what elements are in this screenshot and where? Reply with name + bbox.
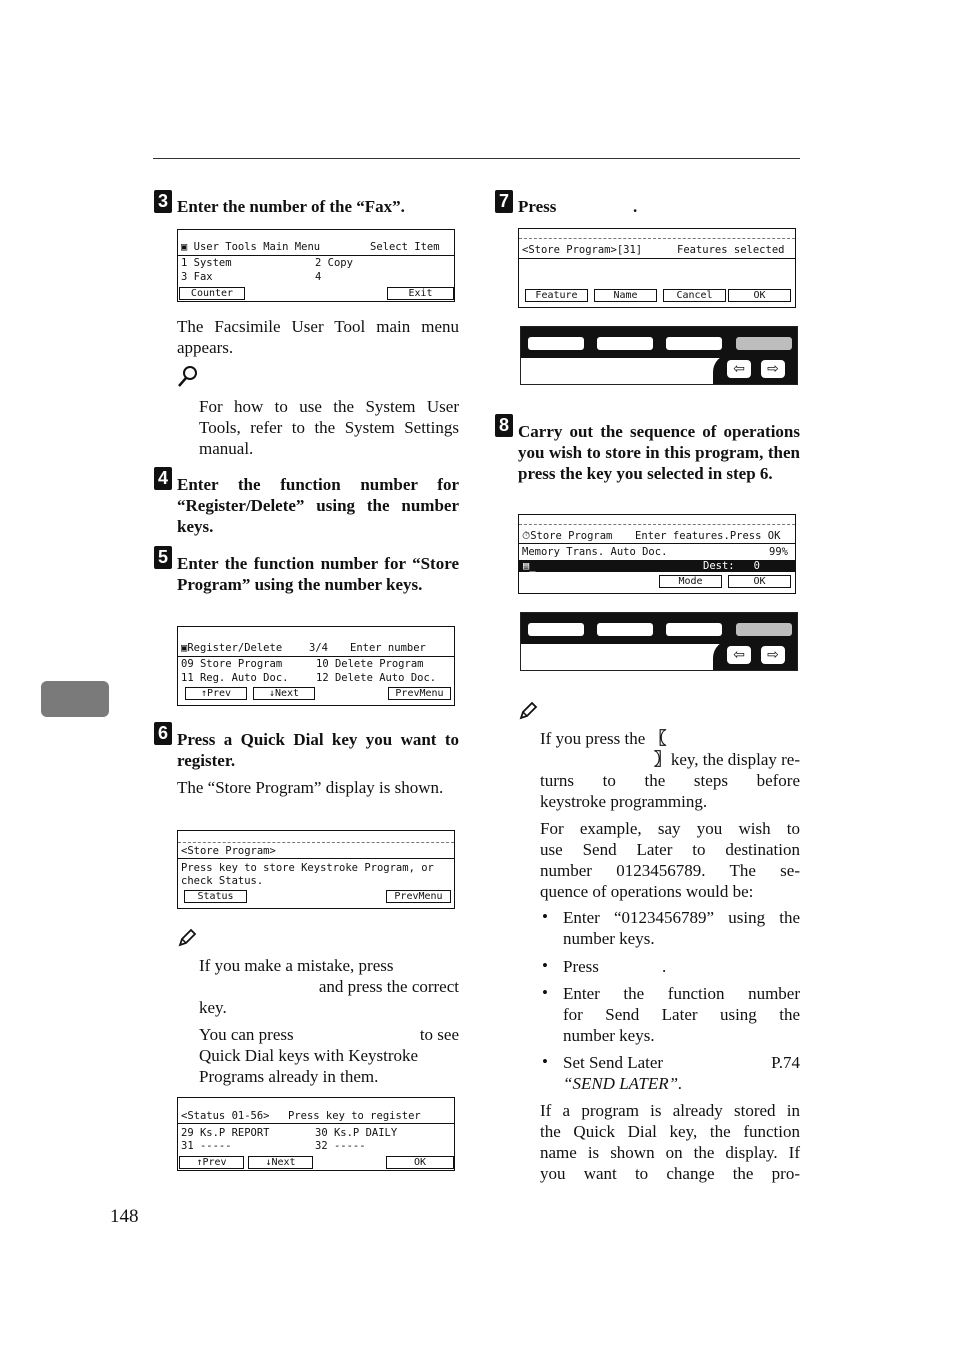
note-line-4: keystroke programming.: [540, 792, 708, 811]
pencil-note-icon: [518, 701, 538, 726]
lcd-title-right: Enter number: [350, 642, 426, 654]
program-item-31[interactable]: 31 -----: [181, 1140, 232, 1152]
soft-key-4-highlighted[interactable]: [736, 623, 792, 636]
lcd-status: [177, 1097, 455, 1171]
program-item-32[interactable]: 32 -----: [315, 1140, 366, 1152]
note-line-1: If you press the: [540, 729, 646, 748]
pencil-note-icon: [177, 928, 197, 953]
next-button[interactable]: ↓Next: [253, 687, 315, 700]
menu-icon: ▣: [181, 241, 194, 253]
step-6-heading: Press a Quick Dial key you want to register.: [177, 730, 459, 770]
menu-item-copy[interactable]: 2 Copy: [315, 257, 353, 269]
soft-key-1[interactable]: [528, 623, 584, 636]
menu-item-reg-auto-doc[interactable]: 11 Reg. Auto Doc.: [181, 672, 289, 684]
header-rule: [153, 158, 800, 159]
note-mistake-line-3: key.: [199, 998, 227, 1017]
note-status-line-3: Programs already in them.: [199, 1067, 379, 1086]
menu-item-system[interactable]: 1 System: [181, 257, 232, 269]
cross-reference-link[interactable]: “SEND LATER”.: [563, 1074, 683, 1093]
lcd-message-line-1: Press key to store Keystroke Program, or: [181, 862, 434, 874]
step-5-badge: 5: [154, 546, 172, 569]
step-5-heading: Enter the function number for “Store Program” using the number keys.: [177, 554, 459, 594]
menu-item-fax[interactable]: 3 Fax: [181, 271, 213, 283]
soft-key-1[interactable]: [528, 337, 584, 350]
lcd-store-program-31: [518, 228, 796, 308]
step-6-badge: 6: [154, 722, 172, 745]
prev-button[interactable]: ↑Prev: [179, 1156, 244, 1169]
soft-key-panel-1: [520, 326, 798, 385]
note-line-3: turns to the steps before: [540, 771, 800, 790]
menu-icon: ▣: [181, 642, 188, 654]
bullet-dot: •: [542, 983, 548, 1002]
step-4-badge: 4: [154, 467, 172, 490]
right-arrow-key-icon[interactable]: ⇨: [761, 360, 785, 378]
step-3-badge: 3: [154, 190, 172, 213]
open-bracket: 〖: [645, 729, 667, 748]
cancel-button[interactable]: Cancel: [663, 289, 726, 302]
clock-program-icon: ⏱: [522, 530, 531, 542]
step-7-badge: 7: [495, 190, 513, 213]
soft-key-4-highlighted[interactable]: [736, 337, 792, 350]
lcd-enter-features: [518, 514, 796, 594]
lcd-dest-count: Dest: 0: [703, 560, 760, 572]
example-line-3: number 0123456789. The se-: [540, 861, 800, 880]
soft-key-2[interactable]: [597, 337, 653, 350]
lcd-title: <Store Program>[31]: [522, 244, 643, 256]
left-arrow-key-icon[interactable]: ⇦: [727, 646, 751, 664]
lcd-register-delete: [177, 626, 455, 706]
step-3-description: The Facsimile User Tool main menu appears.: [177, 317, 459, 357]
bullet-dot: •: [542, 907, 548, 926]
ok-button[interactable]: OK: [386, 1156, 454, 1169]
note-mistake-line-2: and press the correct: [318, 977, 459, 996]
program-item-29[interactable]: 29 Ks.P REPORT: [181, 1127, 270, 1139]
note-status-line-1b: to see: [419, 1025, 459, 1044]
lcd-title-right: Press key to register: [288, 1110, 421, 1122]
reference-note: For how to use the System User Tools, refer to the System Settings manual.: [199, 397, 459, 458]
last-para-line-1: If a program is already stored in: [540, 1101, 800, 1120]
bullet-item-3: Enter the function number for Send Later using the number keys.: [563, 984, 800, 1045]
bullet-item-2-period: .: [662, 957, 667, 976]
step-8-badge: 8: [495, 414, 513, 437]
step-4-heading: Enter the function number for “Register/Delete” using the number keys.: [177, 475, 459, 536]
last-para-line-2: the Quick Dial key, the function: [540, 1122, 800, 1141]
note-line-2: key, the display re-: [670, 750, 800, 769]
page-number: 148: [110, 1206, 139, 1227]
step-7-period: .: [633, 197, 638, 216]
page-reference[interactable]: P.74: [771, 1053, 800, 1072]
last-para-line-3: name is shown on the display. If: [540, 1143, 800, 1162]
note-mistake-line-1: If you make a mistake, press: [199, 956, 394, 975]
last-para-line-4: you want to change the pro-: [540, 1164, 800, 1183]
step-3-heading: Enter the number of the “Fax”.: [177, 197, 405, 216]
next-button[interactable]: ↓Next: [248, 1156, 313, 1169]
exit-button[interactable]: Exit: [387, 287, 454, 300]
chapter-tab: [41, 681, 109, 717]
menu-item-4[interactable]: 4: [315, 271, 322, 283]
note-status-line-2: Quick Dial keys with Keystroke: [199, 1046, 419, 1065]
example-line-2: use Send Later to destination: [540, 840, 800, 859]
bullet-dot: •: [542, 1052, 548, 1071]
feature-button[interactable]: Feature: [525, 289, 588, 302]
lcd-title-right: Features selected: [677, 244, 785, 256]
lcd-store-program: [177, 830, 455, 909]
lcd-title: <Store Program>: [181, 845, 276, 857]
lcd-mode-line: Memory Trans. Auto Doc.: [522, 546, 668, 558]
bullet-item-2: Press: [563, 957, 599, 976]
prevmenu-button[interactable]: PrevMenu: [388, 687, 451, 700]
menu-item-delete-auto-doc[interactable]: 12 Delete Auto Doc.: [316, 672, 437, 684]
prev-button[interactable]: ↑Prev: [185, 687, 247, 700]
mode-button[interactable]: Mode: [659, 575, 722, 588]
lcd-title-right: Select Item: [370, 241, 440, 253]
counter-button[interactable]: Counter: [179, 287, 245, 300]
lcd-message-line-2: check Status.: [181, 875, 264, 887]
lcd-title-right: Enter features.Press OK: [635, 530, 781, 542]
close-bracket: 〗: [653, 750, 671, 769]
magnifier-reference-icon: [177, 365, 199, 394]
lcd-page-indicator: 3/4: [309, 642, 328, 654]
note-status-line-1a: You can press: [199, 1025, 294, 1044]
step-7-heading: Press: [518, 197, 557, 216]
program-item-30[interactable]: 30 Ks.P DAILY: [315, 1127, 398, 1139]
fax-cursor-icon: ▤_: [523, 560, 536, 572]
bullet-dot: •: [542, 956, 548, 975]
soft-key-3[interactable]: [666, 337, 722, 350]
name-button[interactable]: Name: [594, 289, 657, 302]
status-button[interactable]: Status: [184, 890, 247, 903]
lcd-user-tools-main-menu: [177, 229, 455, 302]
example-line-4: quence of operations would be:: [540, 882, 754, 901]
bullet-item-4: Set Send Later P.74 “SEND LATER”.: [563, 1053, 800, 1093]
soft-key-3[interactable]: [666, 623, 722, 636]
soft-key-panel-2: [520, 612, 798, 671]
ok-button[interactable]: OK: [728, 289, 791, 302]
lcd-title: Register/Delete: [187, 642, 283, 654]
step-6-description: The “Store Program” display is shown.: [177, 778, 444, 797]
menu-item-delete-program[interactable]: 10 Delete Program: [316, 658, 424, 670]
lcd-title: <Status 01-56>: [181, 1110, 270, 1122]
lcd-memory-percent: 99%: [769, 546, 788, 558]
right-arrow-key-icon[interactable]: ⇨: [761, 646, 785, 664]
lcd-title: Store Program: [530, 530, 613, 542]
left-arrow-key-icon[interactable]: ⇦: [727, 360, 751, 378]
prevmenu-button[interactable]: PrevMenu: [386, 890, 451, 903]
example-line-1: For example, say you wish to: [540, 819, 800, 838]
ok-button[interactable]: OK: [728, 575, 791, 588]
menu-item-store-program[interactable]: 09 Store Program: [181, 658, 283, 670]
step-8-heading: Carry out the sequence of operations you wish to store in this program, then press the key you selected in step 6.: [518, 422, 800, 483]
bullet-item-1: Enter “0123456789” using the number keys.: [563, 908, 800, 948]
lcd-title: User Tools Main Menu: [193, 241, 321, 253]
soft-key-2[interactable]: [597, 623, 653, 636]
